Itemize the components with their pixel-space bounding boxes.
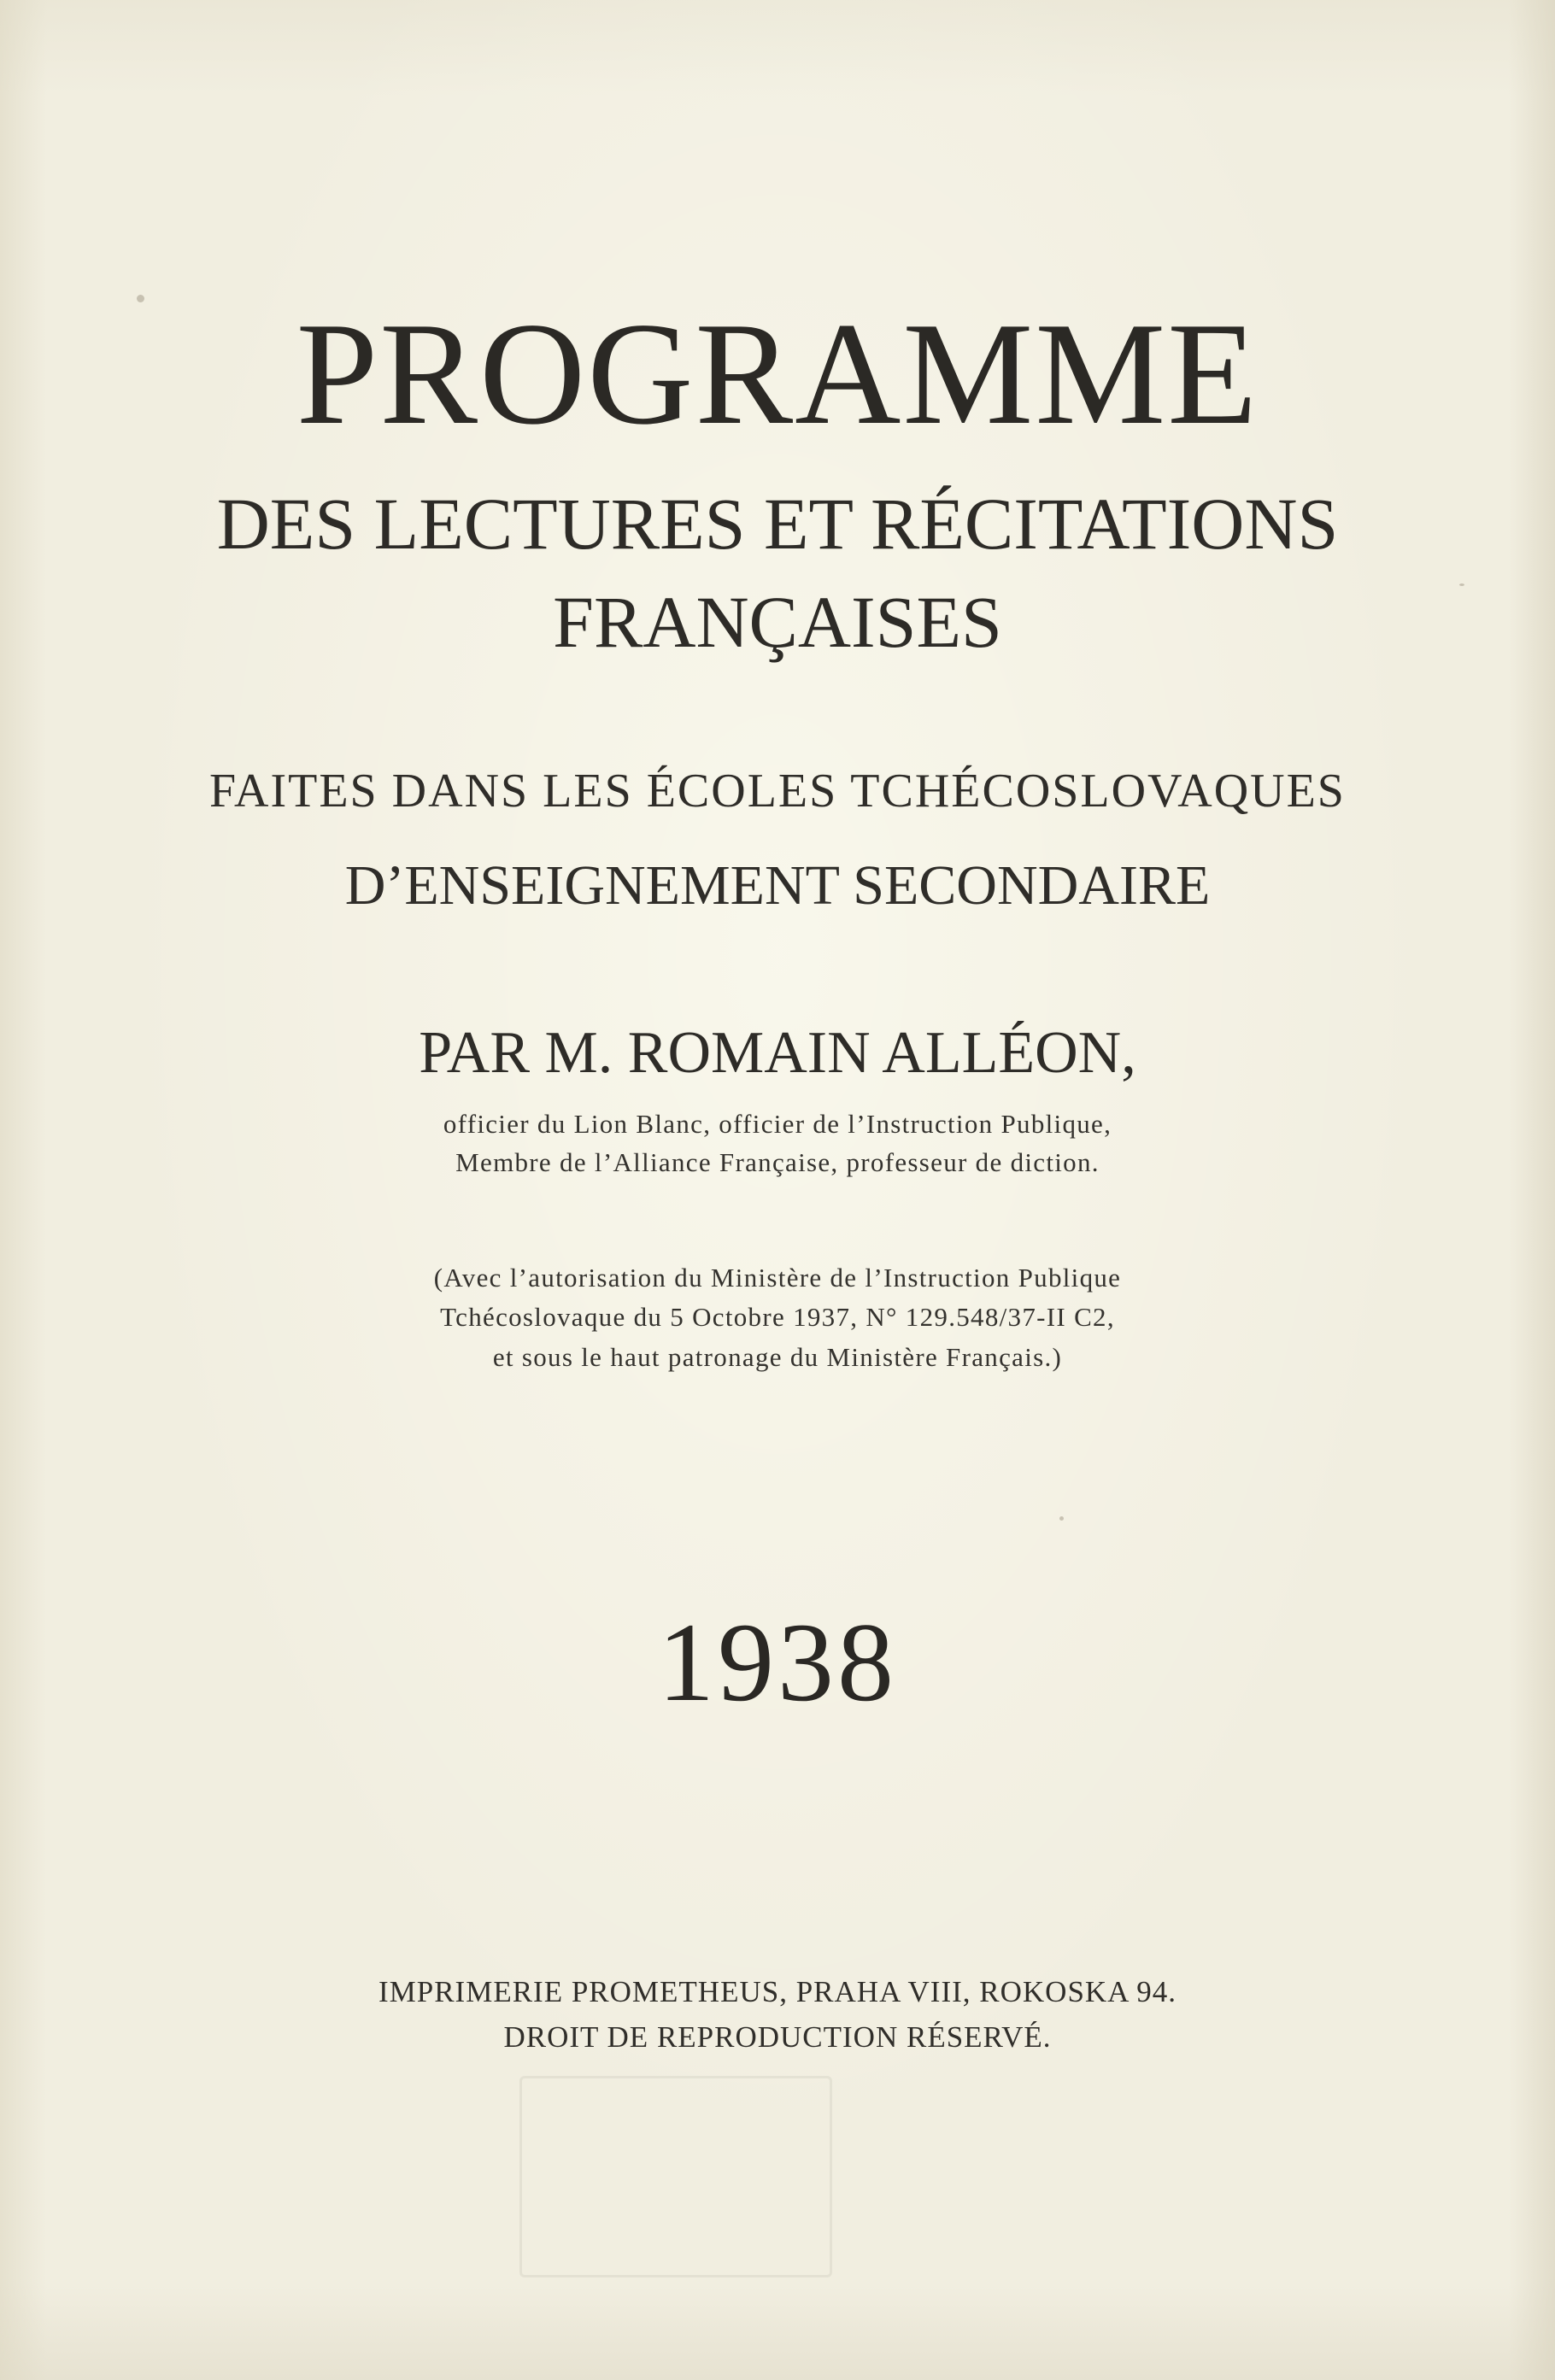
subtitle-line-2: FRANÇAISES [553, 581, 1002, 663]
authorization-line-1: (Avec l’autorisation du Ministère de l’Instruction Publique [433, 1263, 1122, 1293]
schools-line-1: FAITES DANS LES ÉCOLES TCHÉCOSLOVAQUES [209, 765, 1346, 818]
authorization-line-2: Tchécoslovaque du 5 Octobre 1937, N° 129.548/37-II C2, [440, 1302, 1115, 1332]
subtitle-line-1: DES LECTURES ET RÉCITATIONS [216, 483, 1339, 565]
publication-year: 1938 [658, 1599, 897, 1725]
paper-speck [1059, 1516, 1064, 1521]
authorization-line-3: et sous le haut patronage du Ministère Français.) [492, 1342, 1063, 1372]
author-name: PAR M. ROMAIN ALLÉON, [419, 1020, 1136, 1086]
schools-line-2: D’ENSEIGNEMENT SECONDAIRE [344, 854, 1211, 917]
printer-line-2: DROIT DE REPRODUCTION RÉSERVÉ. [503, 2020, 1052, 2054]
author-role-line-1: officier du Lion Blanc, officier de l’Instruction Publique, [443, 1109, 1112, 1139]
document-title: PROGRAMME [296, 293, 1259, 455]
faded-stamp [519, 2076, 832, 2277]
printer-line-1: IMPRIMERIE PROMETHEUS, PRAHA VIII, ROKOSKA 94. [378, 1975, 1177, 2008]
author-role-line-2: Membre de l’Alliance Française, professeur de diction. [455, 1147, 1100, 1177]
